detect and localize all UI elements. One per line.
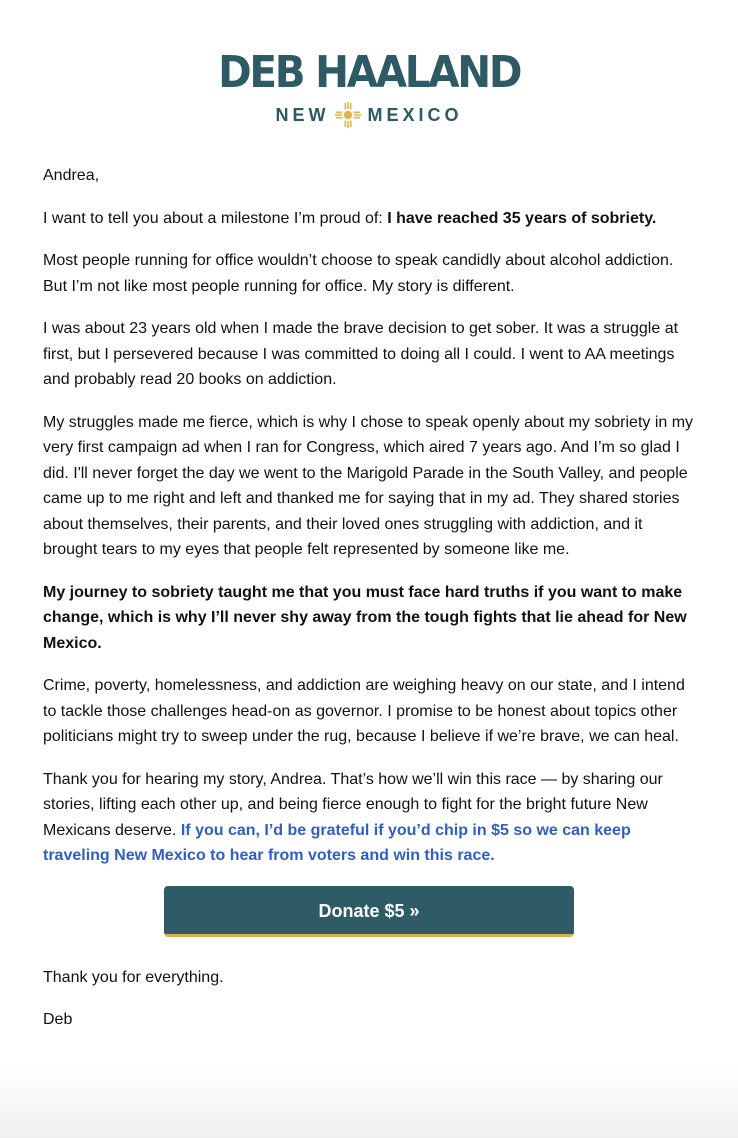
donate-button[interactable]: Donate $5 » — [164, 886, 574, 937]
logo-subtitle — [0, 102, 738, 128]
closing: Thank you for everything. — [43, 968, 224, 986]
letter-body — [43, 163, 695, 1050]
bottom-fade — [0, 1068, 738, 1138]
paragraph-thanks — [43, 767, 695, 869]
paragraph-sober: I was about 23 years old when I made the brave decision to get sober. It was a struggle at first, but I persevered because I was committed to doing all I could. I went to AA meetings and probably read 20 books on addiction. — [43, 320, 679, 388]
logo-name: DEB HAALAND — [217, 47, 521, 98]
zia-sun-icon — [335, 102, 361, 128]
logo-left-text: NEW — [275, 105, 330, 125]
paragraph-candid: Most people running for office wouldn’t choose to speak candidly about alcohol addiction. But I’m not like most people running for office. My story is different. — [43, 252, 674, 295]
greeting: Andrea, — [43, 167, 100, 184]
donate-link[interactable]: If you can, I’d be grateful if you’d chip in $5 so we can keep traveling New Mexico to hear from voters and win this race. — [43, 821, 631, 864]
journey-bold: My journey to sobriety taught me that you must face hard truths if you want to make change, which is why I’ll never shy away from the tough fights that lie ahead for New Mexico. — [43, 583, 687, 652]
thanks-text: Thank you for hearing my story, Andrea. That’s how we’ll win this race — by sharing our stories, lifting each other up, and being fierce enough to fight for the bright future New Mexicans deserve. — [43, 770, 663, 839]
signature: Deb — [43, 1011, 73, 1028]
logo-right-text: MEXICO — [367, 105, 463, 125]
milestone-bold: I have reached 35 years of sobriety. — [387, 209, 657, 227]
paragraph-journey — [43, 580, 695, 657]
donate-button-wrap — [43, 886, 695, 937]
paragraph-milestone — [43, 206, 695, 232]
campaign-logo — [0, 48, 738, 128]
paragraph-struggles: My struggles made me fierce, which is why I chose to speak openly about my sobriety in my very first campaign ad when I ran for Congress, which aired 7 years ago. And I’m so glad I did. I'll never forget the day we went to the Marigold Parade in the South Valley, and people came up to me right and left and thanked me for saying that in my ad. They shared stories about themselves, their parents, and their loved ones struggling with addiction, and it brought tears to my eyes that people felt represented by someone like me. — [43, 413, 694, 558]
paragraph-issues: Crime, poverty, homelessness, and addiction are weighing heavy on our state, and I intend to tackle those challenges head-on as governor. I promise to be honest about topics other politicians might try to sweep under the rug, because I believe if we’re brave, we can heal. — [43, 677, 685, 745]
milestone-text: I want to tell you about a milestone I’m proud of: — [43, 209, 388, 227]
